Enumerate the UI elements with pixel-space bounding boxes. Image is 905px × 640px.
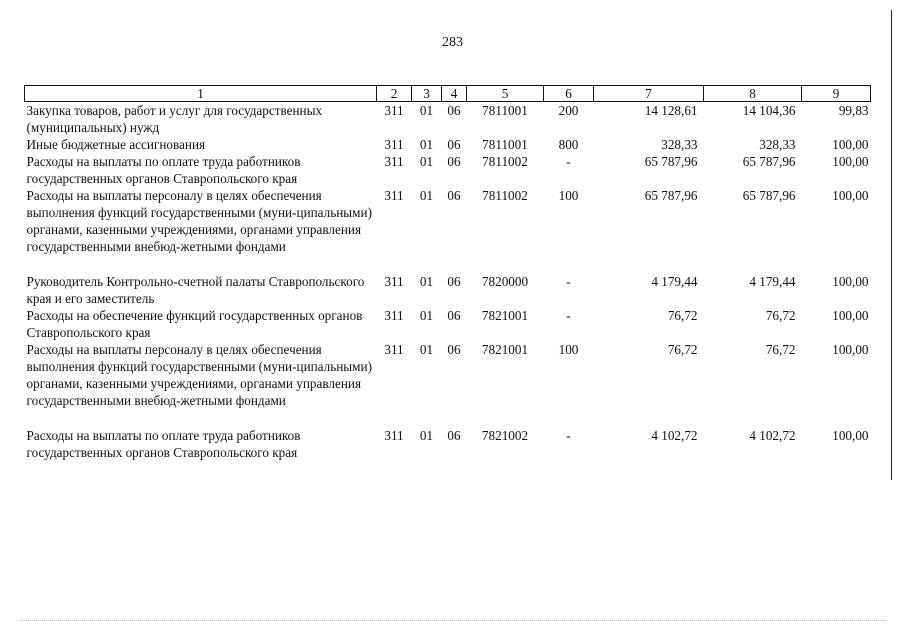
cell-ministry-code: 311 bbox=[384, 308, 404, 323]
row-name: Расходы на выплаты персоналу в целях обеспечения выполнения функций государственными (муни-ципальными) органами, казенными учреждениями, органами управления государственными внебюд-жетными фондами bbox=[26, 188, 372, 254]
cell-subsection: 06 bbox=[447, 137, 461, 152]
cell-subsection: 06 bbox=[447, 188, 461, 203]
row-name: Расходы на выплаты персоналу в целях обеспечения выполнения функций государственными (муни-ципальными) органами, казенными учреждениями, органами управления государственными внебюд-жетными фондами bbox=[26, 342, 372, 408]
cell-percent: 100,00 bbox=[832, 274, 869, 289]
cell-percent: 99,83 bbox=[838, 103, 869, 118]
row-name: Расходы на выплаты по оплате труда работников государственных органов Ставропольского края bbox=[26, 154, 301, 186]
budget-table bbox=[24, 85, 871, 461]
cell-executed: 4 102,72 bbox=[749, 428, 796, 443]
cell-ministry-code: 311 bbox=[384, 274, 404, 289]
column-header: 2 bbox=[377, 86, 412, 102]
cell-target-article: 7820000 bbox=[481, 274, 529, 289]
cell-planned: 328,33 bbox=[661, 137, 698, 152]
cell-target-article: 7811001 bbox=[482, 103, 528, 118]
cell-target-article: 7821002 bbox=[481, 428, 529, 443]
cell-executed: 76,72 bbox=[765, 342, 796, 357]
cell-percent: 100,00 bbox=[832, 428, 869, 443]
page-edge-line bbox=[891, 10, 892, 480]
table-header-row bbox=[25, 86, 871, 102]
column-header: 5 bbox=[467, 86, 544, 102]
table-row bbox=[25, 427, 871, 461]
column-header: 9 bbox=[802, 86, 871, 102]
table-row bbox=[25, 341, 871, 409]
cell-subsection: 06 bbox=[447, 428, 461, 443]
column-header: 6 bbox=[544, 86, 594, 102]
cell-expense-type: 200 bbox=[558, 103, 579, 118]
cell-target-article: 7821001 bbox=[481, 342, 529, 357]
cell-expense-type: - bbox=[566, 308, 571, 323]
cell-target-article: 7811002 bbox=[482, 188, 528, 203]
cell-ministry-code: 311 bbox=[384, 428, 404, 443]
cell-target-article: 7821001 bbox=[481, 308, 529, 323]
cell-percent: 100,00 bbox=[832, 342, 869, 357]
cell-percent: 100,00 bbox=[832, 308, 869, 323]
cell-planned: 65 787,96 bbox=[644, 188, 698, 203]
table-row bbox=[25, 307, 871, 341]
cell-executed: 14 104,36 bbox=[742, 103, 796, 118]
table-row bbox=[25, 136, 871, 153]
cell-ministry-code: 311 bbox=[384, 188, 404, 203]
cell-subsection: 06 bbox=[447, 274, 461, 289]
cell-expense-type: - bbox=[566, 154, 571, 169]
cell-expense-type: 800 bbox=[558, 137, 579, 152]
cell-percent: 100,00 bbox=[832, 137, 869, 152]
cell-ministry-code: 311 bbox=[384, 137, 404, 152]
cell-executed: 76,72 bbox=[765, 308, 796, 323]
row-name: Расходы на выплаты по оплате труда работников государственных органов Ставропольского края bbox=[26, 428, 301, 460]
cell-section: 01 bbox=[419, 154, 434, 169]
cell-subsection: 06 bbox=[447, 154, 461, 169]
cell-executed: 4 179,44 bbox=[749, 274, 796, 289]
scan-artifacts bbox=[20, 620, 885, 622]
cell-section: 01 bbox=[419, 188, 434, 203]
cell-section: 01 bbox=[419, 137, 434, 152]
row-spacer bbox=[25, 255, 871, 273]
cell-expense-type: 100 bbox=[558, 188, 579, 203]
cell-planned: 65 787,96 bbox=[644, 154, 698, 169]
cell-ministry-code: 311 bbox=[384, 103, 404, 118]
cell-executed: 65 787,96 bbox=[742, 188, 796, 203]
cell-section: 01 bbox=[419, 308, 434, 323]
column-header: 7 bbox=[594, 86, 704, 102]
cell-target-article: 7811002 bbox=[482, 154, 528, 169]
row-name: Расходы на обеспечение функций государственных органов Ставропольского края bbox=[26, 308, 363, 340]
cell-subsection: 06 bbox=[447, 308, 461, 323]
cell-planned: 4 179,44 bbox=[651, 274, 698, 289]
cell-planned: 76,72 bbox=[667, 308, 698, 323]
cell-planned: 76,72 bbox=[667, 342, 698, 357]
cell-planned: 4 102,72 bbox=[651, 428, 698, 443]
table-row bbox=[25, 273, 871, 307]
cell-executed: 328,33 bbox=[759, 137, 796, 152]
cell-percent: 100,00 bbox=[832, 154, 869, 169]
row-spacer bbox=[25, 409, 871, 427]
cell-subsection: 06 bbox=[447, 103, 461, 118]
cell-expense-type: 100 bbox=[558, 342, 579, 357]
column-header: 1 bbox=[25, 86, 377, 102]
row-name: Руководитель Контрольно-счетной палаты Ставропольского края и его заместитель bbox=[26, 274, 365, 306]
cell-percent: 100,00 bbox=[832, 188, 869, 203]
row-name: Закупка товаров, работ и услуг для государственных (муниципальных) нужд bbox=[26, 103, 323, 135]
page-number: 283 bbox=[442, 35, 463, 50]
cell-section: 01 bbox=[419, 274, 434, 289]
table-row bbox=[25, 187, 871, 255]
column-header: 3 bbox=[412, 86, 442, 102]
column-header: 8 bbox=[704, 86, 802, 102]
column-header: 4 bbox=[442, 86, 467, 102]
row-name: Иные бюджетные ассигнования bbox=[26, 137, 206, 152]
cell-expense-type: - bbox=[566, 274, 571, 289]
cell-section: 01 bbox=[419, 428, 434, 443]
cell-subsection: 06 bbox=[447, 342, 461, 357]
cell-target-article: 7811001 bbox=[482, 137, 528, 152]
cell-section: 01 bbox=[419, 103, 434, 118]
cell-ministry-code: 311 bbox=[384, 342, 404, 357]
cell-section: 01 bbox=[419, 342, 434, 357]
cell-ministry-code: 311 bbox=[384, 154, 404, 169]
cell-expense-type: - bbox=[566, 428, 571, 443]
cell-executed: 65 787,96 bbox=[742, 154, 796, 169]
table-row bbox=[25, 102, 871, 137]
cell-planned: 14 128,61 bbox=[644, 103, 698, 118]
table-row bbox=[25, 153, 871, 187]
